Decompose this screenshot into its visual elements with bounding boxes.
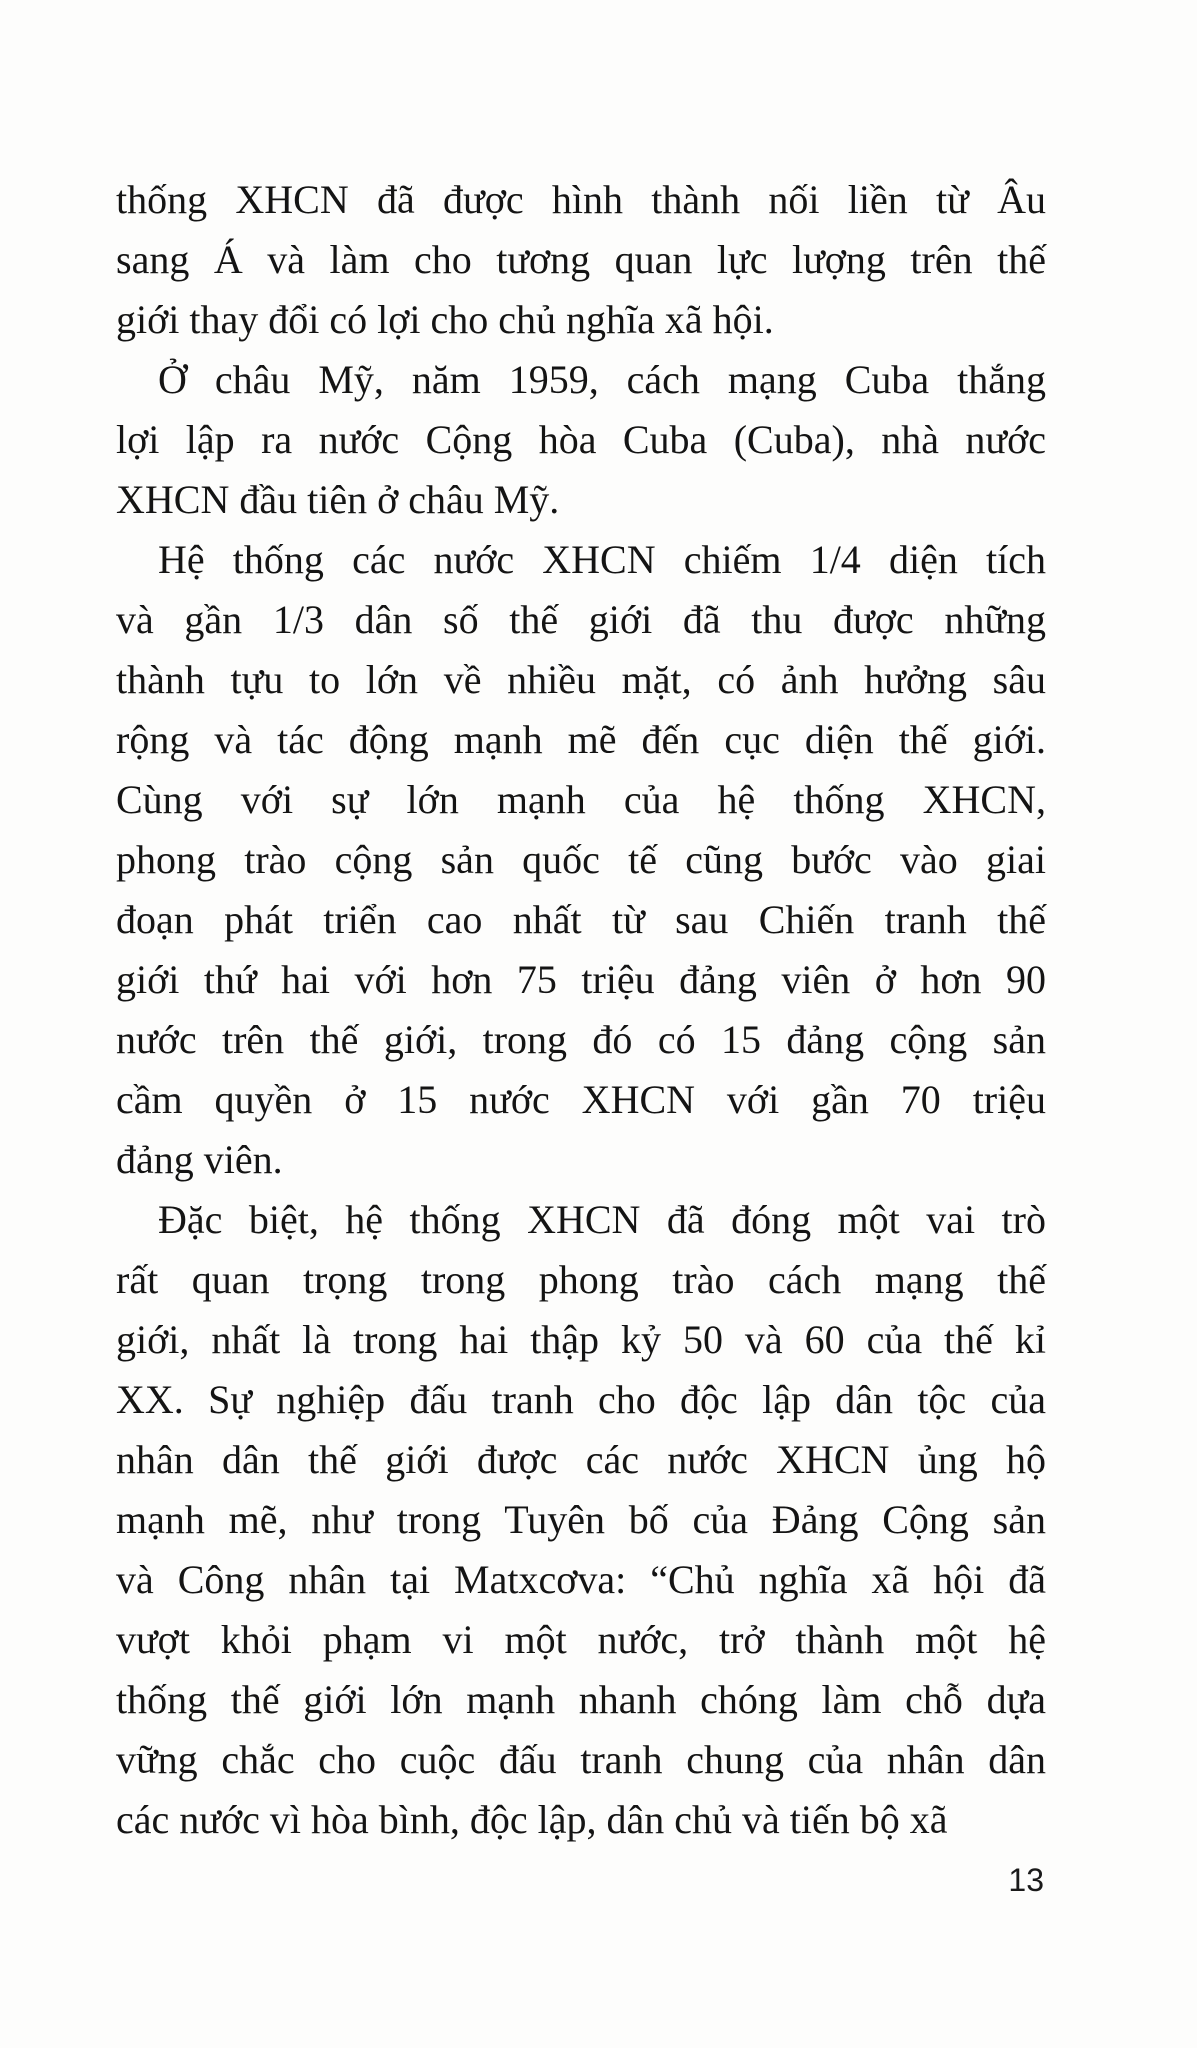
page-number: 13 [1008,1862,1044,1898]
paragraph-1 [116,170,1046,350]
text-line: thống thế giới lớn mạnh nhanh chóng làm chỗ dựa [116,1677,1046,1722]
text-line: Hệ thống các nước XHCN chiếm 1/4 diện tích [158,537,1046,582]
text-line: sang Á và làm cho tương quan lực lượng trên thế [116,237,1046,282]
text-line: vượt khỏi phạm vi một nước, trở thành một hệ [116,1617,1046,1662]
text-line: mạnh mẽ, như trong Tuyên bố của Đảng Cộng sản [116,1497,1046,1542]
text-line: giới thứ hai với hơn 75 triệu đảng viên ở hơn 90 [116,957,1046,1002]
text-line: giới thay đổi có lợi cho chủ nghĩa xã hội. [116,297,774,342]
text-line: Ở châu Mỹ, năm 1959, cách mạng Cuba thắng [158,357,1046,402]
paragraph-4 [116,1190,1046,1850]
text-line: cầm quyền ở 15 nước XHCN với gần 70 triệu [116,1077,1046,1122]
text-line: các nước vì hòa bình, độc lập, dân chủ và tiến bộ xã [116,1797,948,1842]
text-line: XX. Sự nghiệp đấu tranh cho độc lập dân tộc của [116,1377,1046,1422]
text-line: nước trên thế giới, trong đó có 15 đảng cộng sản [116,1017,1046,1062]
text-line: phong trào cộng sản quốc tế cũng bước vào giai [116,837,1046,882]
paragraph-3 [116,530,1046,1190]
text-line: nhân dân thế giới được các nước XHCN ủng hộ [116,1437,1046,1482]
text-line: lợi lập ra nước Cộng hòa Cuba (Cuba), nhà nước [116,417,1046,462]
text-line: giới, nhất là trong hai thập kỷ 50 và 60 của thế kỉ [116,1317,1046,1362]
body-text [116,170,1046,1850]
text-line: đảng viên. [116,1137,283,1182]
text-line: vững chắc cho cuộc đấu tranh chung của nhân dân [116,1737,1046,1782]
text-line: Cùng với sự lớn mạnh của hệ thống XHCN, [116,777,1046,822]
text-line: đoạn phát triển cao nhất từ sau Chiến tranh thế [116,897,1046,942]
text-line: thống XHCN đã được hình thành nối liền từ Âu [116,177,1046,222]
text-line: Đặc biệt, hệ thống XHCN đã đóng một vai trò [158,1197,1046,1242]
text-line: và Công nhân tại Matxcơva: “Chủ nghĩa xã hội đã [116,1557,1046,1602]
text-line: rất quan trọng trong phong trào cách mạng thế [116,1257,1046,1302]
text-line: và gần 1/3 dân số thế giới đã thu được những [116,597,1046,642]
paragraph-2 [116,350,1046,530]
text-line: rộng và tác động mạnh mẽ đến cục diện thế giới. [116,717,1046,762]
text-line: XHCN đầu tiên ở châu Mỹ. [116,477,560,522]
text-line: thành tựu to lớn về nhiều mặt, có ảnh hưởng sâu [116,657,1046,702]
